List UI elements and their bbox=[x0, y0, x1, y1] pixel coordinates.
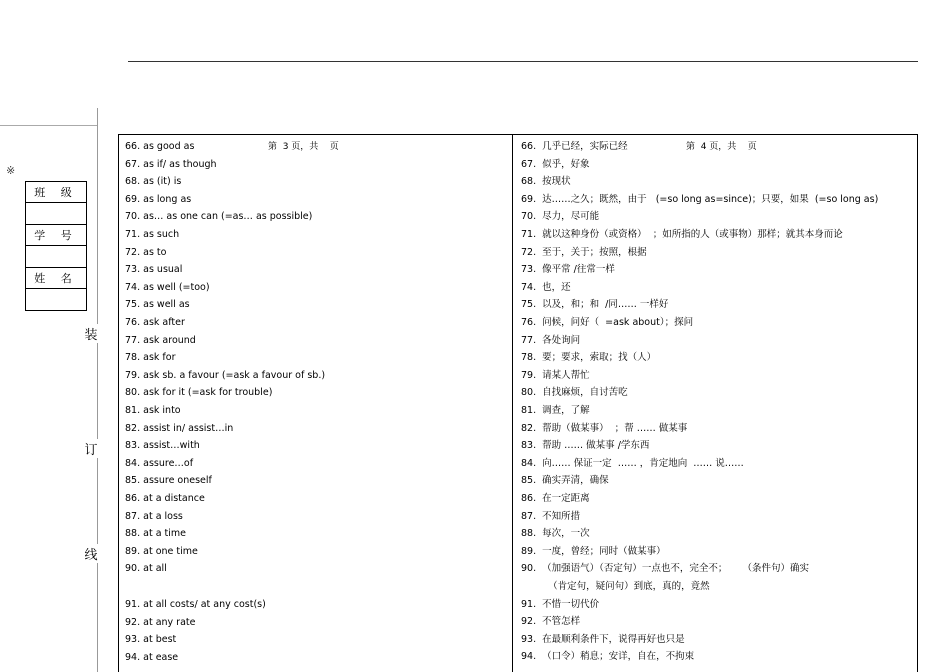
phrase-entry: 89. at one time bbox=[125, 545, 198, 557]
class-field[interactable] bbox=[26, 203, 86, 225]
meaning-entry: 82. 帮助（做某事） ；帮 …… 做某事 bbox=[521, 422, 688, 434]
meaning-entry: 83. 帮助 …… 做某事 /学东西 bbox=[521, 440, 650, 452]
phrase-entry: 90. at all bbox=[125, 563, 167, 575]
name-label: 姓 名 bbox=[26, 268, 86, 289]
phrase-entry: 91. at all costs/ at any cost(s) bbox=[125, 599, 266, 610]
meaning-entry: 81. 调查，了解 bbox=[521, 405, 590, 416]
meaning-entry: 92. 不管怎样 bbox=[521, 616, 581, 628]
phrase-entry: 75. as well as bbox=[125, 299, 190, 311]
student-info-table bbox=[25, 181, 87, 311]
binding-char-ding: 订 bbox=[84, 439, 98, 458]
meaning-entry: 77. 各处询问 bbox=[521, 334, 581, 346]
phrase-entry: 81. ask into bbox=[125, 405, 181, 416]
phrase-entry: 93. at best bbox=[125, 634, 177, 646]
meaning-entry: 68. 按现状 bbox=[521, 176, 571, 188]
header-rule bbox=[128, 61, 918, 62]
phrase-entry: 82. assist in/ assist…in bbox=[125, 422, 234, 434]
meaning-entry: 89. 一度，曾经；同时（做某事） bbox=[521, 545, 666, 557]
class-label: 班 级 bbox=[26, 182, 86, 203]
meaning-entry: 94. （口令）稍息；安详，自在，不拘束 bbox=[521, 651, 695, 663]
phrase-entry: 67. as if/ as though bbox=[125, 158, 217, 170]
meaning-entry: 67. 似乎，好象 bbox=[521, 158, 590, 170]
phrase-entry: 76. ask after bbox=[125, 317, 185, 328]
meaning-entry: 85. 确实弄清，确保 bbox=[521, 475, 609, 487]
meaning-entry: 71. 就以这种身份（或资格） ；如所指的人（或事物）那样；就其本身而论 bbox=[521, 229, 843, 240]
phrase-entry: 88. at a time bbox=[125, 528, 186, 540]
phrase-entry: 86. at a distance bbox=[125, 493, 205, 504]
page-number-left: 第 3 页，共 页 bbox=[268, 142, 339, 152]
phrase-entry: 84. assure…of bbox=[125, 457, 194, 469]
meaning-entry: 70. 尽力，尽可能 bbox=[521, 211, 600, 223]
reference-mark: ※ bbox=[6, 164, 16, 177]
meaning-entry: 73. 像平常 /往常一样 bbox=[521, 264, 615, 276]
phrase-entry: 94. at ease bbox=[125, 651, 179, 663]
page-number-right: 第 4 页，共 页 bbox=[686, 142, 757, 152]
student-id-label: 学 号 bbox=[26, 225, 86, 246]
meaning-entry: 69. 达……之久；既然，由于 (=so long as=since)；只要，如果 (=so long as) bbox=[521, 193, 879, 205]
phrase-entry: 78. ask for bbox=[125, 352, 176, 364]
meaning-entry: 86. 在一定距离 bbox=[521, 493, 590, 504]
meaning-entry: 79. 请某人帮忙 bbox=[521, 369, 590, 381]
phrase-entry: 72. as to bbox=[125, 246, 167, 258]
meaning-entry: 80. 自找麻烦，自讨苦吃 bbox=[521, 387, 628, 399]
meaning-entry: 72. 至于，关于；按照，根据 bbox=[521, 246, 647, 258]
phrase-entry: 87. at a loss bbox=[125, 510, 183, 522]
meaning-entry: 91. 不惜一切代价 bbox=[521, 598, 600, 610]
phrase-entry: 79. ask sb. a favour (=ask a favour of sb.) bbox=[125, 369, 326, 381]
meaning-entry: 88. 每次，一次 bbox=[521, 528, 590, 540]
phrase-entry: 73. as usual bbox=[125, 264, 183, 276]
phrase-entry: 70. as… as one can (=as… as possible) bbox=[125, 211, 313, 223]
meaning-entry: 90. （加强语气）（否定句）一点也不，完全不； （条件句）确实 bbox=[521, 563, 809, 575]
meaning-entry: 76. 问候，问好（ =ask about）；探问 bbox=[521, 317, 694, 328]
margin-top-rule bbox=[0, 125, 97, 126]
meaning-entry: 84. 向…… 保证一定 …… ，肯定地向 …… 说…… bbox=[521, 457, 744, 469]
phrase-entry: 77. ask around bbox=[125, 334, 196, 346]
meaning-entry: （肯定句，疑问句）到底，真的，竟然 bbox=[521, 581, 710, 592]
meaning-entry: 78. 要；要求，索取；找（人） bbox=[521, 352, 657, 364]
phrase-entry: 71. as such bbox=[125, 229, 180, 240]
chinese-meaning-panel bbox=[513, 134, 918, 672]
binding-line bbox=[97, 108, 98, 672]
name-field[interactable] bbox=[26, 289, 86, 311]
meaning-entry: 93. 在最顺利条件下，说得再好也只是 bbox=[521, 633, 685, 645]
phrase-entry: 92. at any rate bbox=[125, 616, 196, 628]
english-phrase-panel bbox=[118, 134, 513, 672]
meaning-entry: 66. 几乎已经，实际已经 bbox=[521, 141, 628, 152]
phrase-entry: 66. as good as bbox=[125, 141, 195, 152]
binding-char-zhuang: 装 bbox=[84, 324, 98, 343]
binding-char-xian: 线 bbox=[84, 544, 98, 563]
meaning-entry: 87. 不知所措 bbox=[521, 510, 581, 522]
meaning-entry: 74. 也，还 bbox=[521, 281, 571, 293]
phrase-entry: 74. as well (=too) bbox=[125, 281, 210, 293]
meaning-entry: 75. 以及，和；和 /同…… 一样好 bbox=[521, 299, 669, 311]
student-id-field[interactable] bbox=[26, 246, 86, 268]
phrase-entry: 68. as (it) is bbox=[125, 176, 182, 188]
phrase-entry: 69. as long as bbox=[125, 193, 192, 205]
phrase-entry: 85. assure oneself bbox=[125, 475, 212, 487]
phrase-entry: 83. assist…with bbox=[125, 440, 200, 452]
phrase-entry: 80. ask for it (=ask for trouble) bbox=[125, 387, 273, 399]
